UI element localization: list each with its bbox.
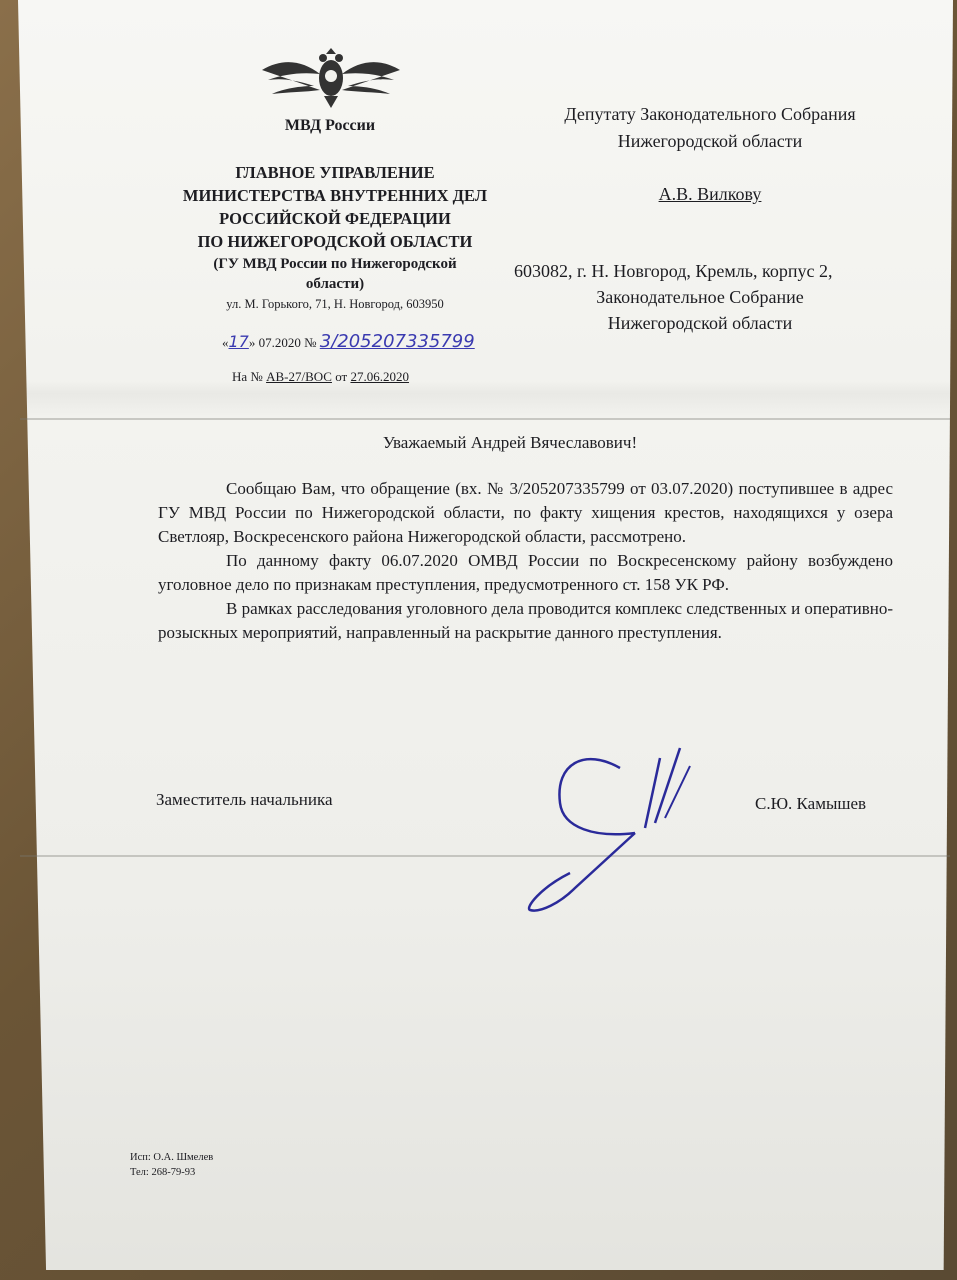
recipient-address-3: Нижегородской области (607, 313, 793, 333)
date-prefix: « (222, 335, 229, 350)
recipient-line-1: Депутату Законодательного Собрания (564, 104, 856, 124)
paper-fold-line (20, 418, 950, 420)
org-line-6: области) (305, 276, 365, 292)
org-line-1: ГЛАВНОЕ УПРАВЛЕНИЕ (235, 163, 435, 182)
reference-line (232, 369, 409, 385)
org-address: ул. М. Горького, 71, Н. Новгород, 603950 (226, 297, 444, 311)
signatory-name: С.Ю. Камышев (755, 794, 867, 813)
recipient-address-2: Законодательное Собрание (596, 287, 804, 307)
org-line-3: РОССИЙСКОЙ ФЕДЕРАЦИИ (219, 209, 451, 228)
executor: Исп: О.А. Шмелев (130, 1152, 214, 1163)
date-line (222, 331, 475, 352)
org-line-2: МИНИСТЕРСТВА ВНУТРЕННИХ ДЕЛ (182, 186, 488, 205)
recipient-address-1: 603082, г. Н. Новгород, Кремль, корпус 2, (514, 261, 833, 281)
handwritten-signature (515, 738, 695, 918)
org-line-4: ПО НИЖЕГОРОДСКОЙ ОБЛАСТИ (197, 232, 473, 251)
recipient-name: А.В. Вилкову (658, 184, 762, 204)
org-line-5: (ГУ МВД России по Нижегородской (213, 256, 457, 272)
ref-date: 27.06.2020 (350, 369, 409, 384)
outgoing-number: 3/205207335799 (319, 331, 475, 352)
ref-date-prefix: от (335, 369, 348, 384)
paper-fold-line (20, 855, 950, 857)
paragraph-1: Сообщаю Вам, что обращение (вх. № 3/205207335799 от 03.07.2020) поступившее в адрес ГУ МВД России по Нижегородской области, по факту хищения крестов, находящихся у озера Светлояр, Воскресенского района Нижегородской области, рассмотрено. (158, 479, 893, 546)
date-rest: » 07.2020 № (248, 335, 317, 350)
date-day: 17 (228, 332, 249, 351)
ministry-name: МВД России (284, 117, 376, 134)
ref-prefix: На № (232, 369, 263, 384)
letter-body (158, 477, 893, 645)
double-headed-eagle-emblem (262, 40, 400, 110)
ref-number: АВ-27/ВОС (266, 369, 332, 384)
paragraph-3: В рамках расследования уголовного дела проводится комплекс следственных и оперативно-розыскных мероприятий, направленный на раскрытие данного преступления. (158, 599, 893, 642)
paragraph-2: По данному факту 06.07.2020 ОМВД России по Воскресенскому району возбуждено уголовное дело по признакам преступления, предусмотренного ст. 158 УК РФ. (158, 551, 893, 594)
executor-phone: Тел: 268-79-93 (130, 1167, 196, 1178)
recipient-line-2: Нижегородской области (617, 131, 803, 151)
salutation: Уважаемый Андрей Вячеславович! (382, 433, 638, 452)
signatory-position: Заместитель начальника (156, 790, 333, 809)
